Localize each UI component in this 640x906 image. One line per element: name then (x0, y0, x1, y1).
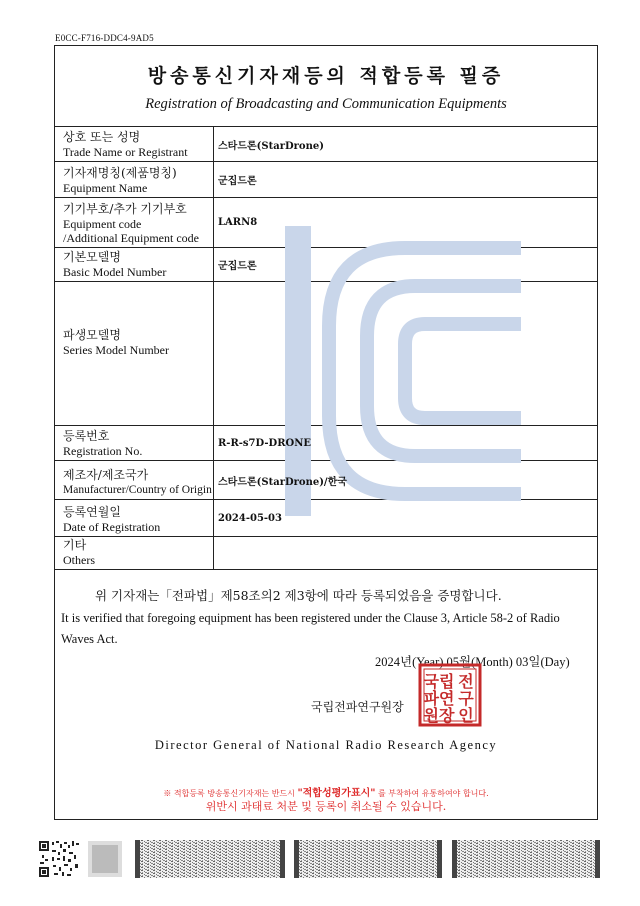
qr-barcode (38, 840, 124, 878)
row-others (55, 537, 597, 570)
label-kr: 기자재명칭(제품명칭) (63, 166, 177, 180)
label-kr: 기본모델명 (63, 250, 121, 264)
pdf417-barcode-3 (452, 840, 600, 878)
label-en: Equipment Name (63, 181, 148, 195)
info-table (55, 126, 597, 570)
svg-text:인: 인 (458, 706, 474, 725)
value-others (214, 537, 597, 569)
label-en: Series Model Number (63, 343, 169, 357)
issuer-korean: 국립전파연구원장 (311, 700, 404, 714)
row-equipment-name (55, 162, 597, 198)
row-equipment-code (55, 198, 597, 248)
svg-text:구: 구 (458, 689, 474, 708)
value-manufacturer: 스타드론(StarDrone)/한국 (218, 476, 347, 488)
label-kr: 등록번호 (63, 429, 110, 443)
document-id: E0CC-F716-DDC4-9AD5 (55, 33, 154, 43)
svg-text:국립: 국립 (423, 672, 455, 691)
row-registration-no (55, 426, 597, 461)
label-en: Equipment code /Additional Equipment code (63, 217, 199, 245)
statement-korean: 위 기자재는「전파법」제58조의2 제3항에 따라 등록되었음을 증명합니다. (95, 588, 502, 603)
issue-date: 2024년(Year) 05월(Month) 03일(Day) (375, 655, 570, 669)
row-trade-name (55, 127, 597, 162)
notice-highlight: "적합성평가표시" (297, 788, 376, 799)
value-equipment-code: LARN8 (218, 217, 258, 228)
value-trade-name: 스타드론(StarDrone) (218, 140, 324, 152)
row-series-model (55, 282, 597, 426)
label-kr: 기기부호/추가 기기부호 (63, 202, 187, 216)
label-kr: 상호 또는 성명 (63, 130, 141, 144)
label-kr: 등록연월일 (63, 505, 121, 519)
pdf417-barcode-2 (294, 840, 442, 878)
svg-text:파연: 파연 (423, 689, 455, 708)
notice-pre: ※ 적합등록 방송통신기자재는 반드시 (163, 789, 295, 798)
value-equipment-name: 군집드론 (218, 176, 257, 187)
label-kr: 제조자/제조국가 (63, 468, 149, 482)
notice-post: 를 부착하여 유통하여야 합니다. (378, 789, 489, 798)
issuer-english: Director General of National Radio Research Agency (154, 738, 498, 752)
label-en: Others (63, 553, 95, 567)
svg-text:원장: 원장 (423, 706, 455, 725)
official-seal (418, 663, 482, 727)
label-kr: 기타 (63, 538, 87, 552)
label-en: Trade Name or Registrant (63, 145, 188, 159)
label-en: Manufacturer/Country of Origin (63, 484, 212, 496)
notice-label-requirement (55, 784, 597, 799)
certificate-frame (54, 45, 598, 820)
value-registration-no: R-R-s7D-DRONE (218, 437, 311, 449)
label-kr: 파생모델명 (63, 328, 121, 342)
value-basic-model: 군집드론 (218, 261, 257, 272)
notice-penalty: 위반시 과태료 처분 및 등록이 취소될 수 있습니다. (205, 800, 447, 813)
pdf417-barcode-1 (135, 840, 285, 878)
value-registration-date: 2024-05-03 (218, 512, 282, 524)
statement-english: It is verified that foregoing equipment has been registered under the Clause 3, Article 58-2 of Radio Waves Act. (61, 611, 560, 646)
title-korean: 방송통신기자재등의 적합등록 필증 (147, 65, 505, 87)
row-basic-model (55, 248, 597, 282)
row-registration-date (55, 500, 597, 537)
title-english: Registration of Broadcasting and Communication Equipments (145, 96, 507, 112)
value-series-model (214, 282, 597, 425)
row-manufacturer (55, 461, 597, 500)
label-en: Date of Registration (63, 520, 161, 534)
svg-text:전: 전 (458, 672, 474, 691)
label-en: Basic Model Number (63, 265, 167, 279)
label-en: Registration No. (63, 444, 143, 458)
